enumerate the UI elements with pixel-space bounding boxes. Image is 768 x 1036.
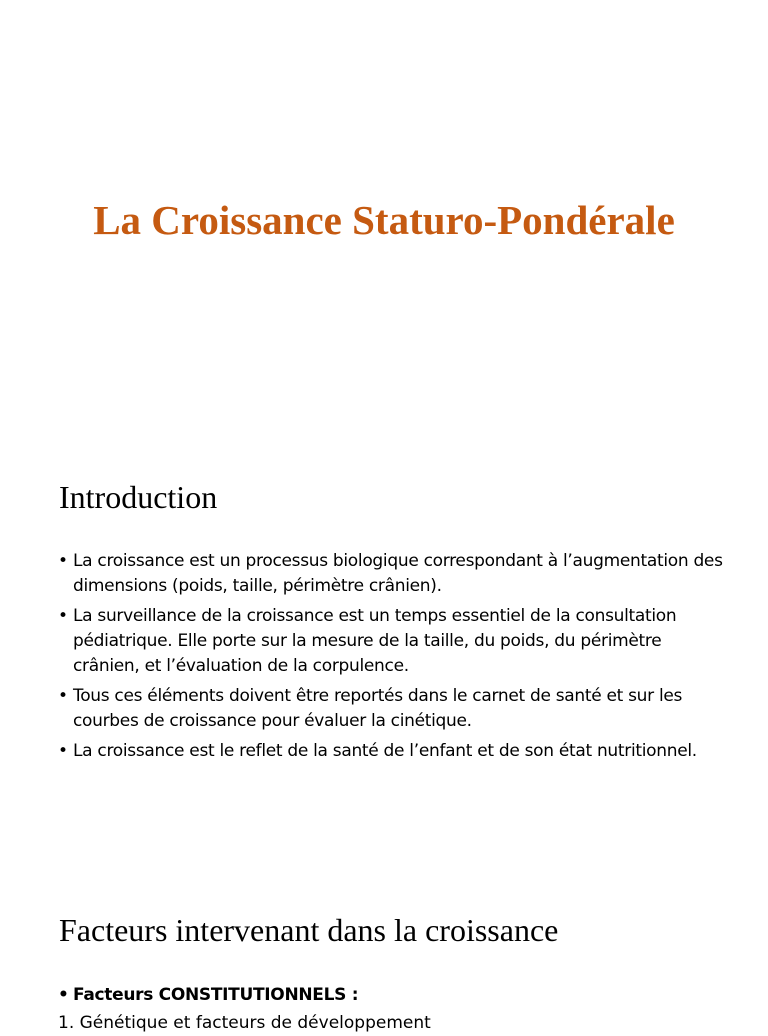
list-item: • La croissance est un processus biologique correspondant à l’augmentation des dimensions (poids, taille, périmètre crânien).: [58, 551, 723, 596]
list-item: • La croissance est le reflet de la santé de l’enfant et de son état nutritionnel.: [58, 739, 728, 764]
facteurs-bullet-list: [58, 983, 728, 1013]
introduction-bullet-list: [58, 549, 728, 769]
bullet-icon: •: [58, 551, 68, 571]
bullet-icon: •: [58, 741, 68, 761]
numbered-item: 1. Génétique et facteurs de développement: [58, 1013, 431, 1033]
introduction-heading: Introduction: [59, 479, 218, 515]
list-item: • Tous ces éléments doivent être reportés dans le carnet de santé et sur les courbes de croissance pour évaluer la cinétique.: [58, 686, 683, 731]
bullet-icon: •: [58, 606, 68, 626]
bullet-icon: •: [58, 985, 69, 1005]
main-title: La Croissance Staturo-Pondérale: [93, 197, 675, 243]
list-item: • Facteurs CONSTITUTIONNELS :: [58, 983, 728, 1008]
bullet-icon: •: [58, 686, 68, 706]
facteurs-heading: Facteurs intervenant dans la croissance: [59, 912, 559, 948]
list-item: • La surveillance de la croissance est un temps essentiel de la consultation pédiatrique. Elle porte sur la mesure de la taille, du poids, du périmètre crânien, et l’évaluation de la corpulence.: [58, 606, 677, 676]
title-slide: [0, 0, 768, 440]
